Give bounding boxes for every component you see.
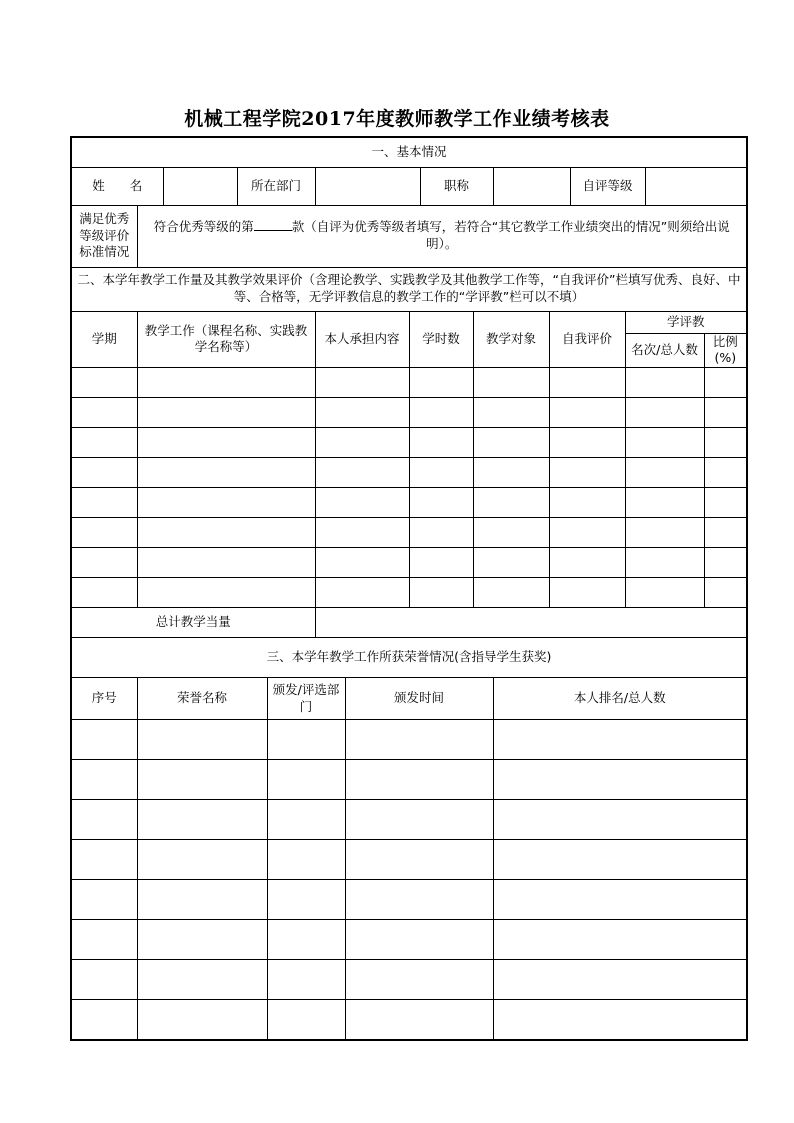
section3-heading: 三、本学年教学工作所获荣誉情况(含指导学生获奖) — [71, 638, 747, 678]
criteria-label: 满足优秀等级评价标准情况 — [71, 205, 137, 267]
section1-heading: 一、基本情况 — [71, 137, 747, 167]
rank-label: 职称 — [420, 167, 493, 205]
table-row — [71, 548, 747, 578]
table-row — [71, 1000, 747, 1040]
table-row — [71, 960, 747, 1000]
table-row — [71, 368, 747, 398]
col-work: 教学工作（课程名称、实践教学名称等） — [137, 311, 315, 368]
self-grade-label: 自评等级 — [570, 167, 645, 205]
col-self-eval: 自我评价 — [549, 311, 625, 368]
col-student-eval: 学评教 — [625, 311, 747, 333]
name-label: 姓 名 — [71, 167, 163, 205]
col-issuer: 颁发/评选部门 — [267, 678, 345, 720]
table-row — [71, 880, 747, 920]
col-hours: 学时数 — [409, 311, 473, 368]
col-ratio: 比例(%) — [704, 333, 747, 368]
table-row — [71, 840, 747, 880]
table-row — [71, 428, 747, 458]
table-row — [71, 720, 747, 760]
table-row — [71, 398, 747, 428]
criteria-text-a: 符合优秀等级的第 — [153, 219, 254, 235]
col-content: 本人承担内容 — [315, 311, 409, 368]
col-target: 教学对象 — [473, 311, 549, 368]
table-row — [71, 578, 747, 608]
table-row — [71, 488, 747, 518]
col-honor-name: 荣誉名称 — [137, 678, 267, 720]
col-serial: 序号 — [71, 678, 137, 720]
table-row — [71, 800, 747, 840]
col-term: 学期 — [71, 311, 137, 368]
name-field[interactable] — [163, 167, 237, 205]
col-ranking: 本人排名/总人数 — [493, 678, 747, 720]
table-row — [71, 920, 747, 960]
criteria-blank[interactable] — [254, 219, 292, 231]
col-issue-time: 颁发时间 — [345, 678, 493, 720]
table-row — [71, 760, 747, 800]
self-grade-field[interactable] — [645, 167, 747, 205]
total-teaching-field[interactable] — [315, 608, 747, 638]
criteria-cell[interactable] — [137, 205, 747, 267]
table-row — [71, 458, 747, 488]
dept-field[interactable] — [315, 167, 420, 205]
rank-field[interactable] — [493, 167, 570, 205]
section2-heading: 二、本学年教学工作量及其教学效果评价（含理论教学、实践教学及其他教学工作等，“自我评价”栏填写优秀、良好、中等、合格等，无学评教信息的教学工作的“学评教”栏可以不填） — [71, 267, 747, 311]
criteria-text-b: 款（自评为优秀等级者填写，若符合“其它教学工作业绩突出的情况”则须给出说明）。 — [291, 219, 730, 251]
assessment-form-table — [70, 136, 748, 1041]
table-row — [71, 518, 747, 548]
col-rank-total: 名次/总人数 — [625, 333, 704, 368]
form-title: 机械工程学院2017年度教师教学工作业绩考核表 — [184, 108, 610, 130]
dept-label: 所在部门 — [237, 167, 315, 205]
total-teaching-label: 总计教学当量 — [71, 608, 315, 638]
